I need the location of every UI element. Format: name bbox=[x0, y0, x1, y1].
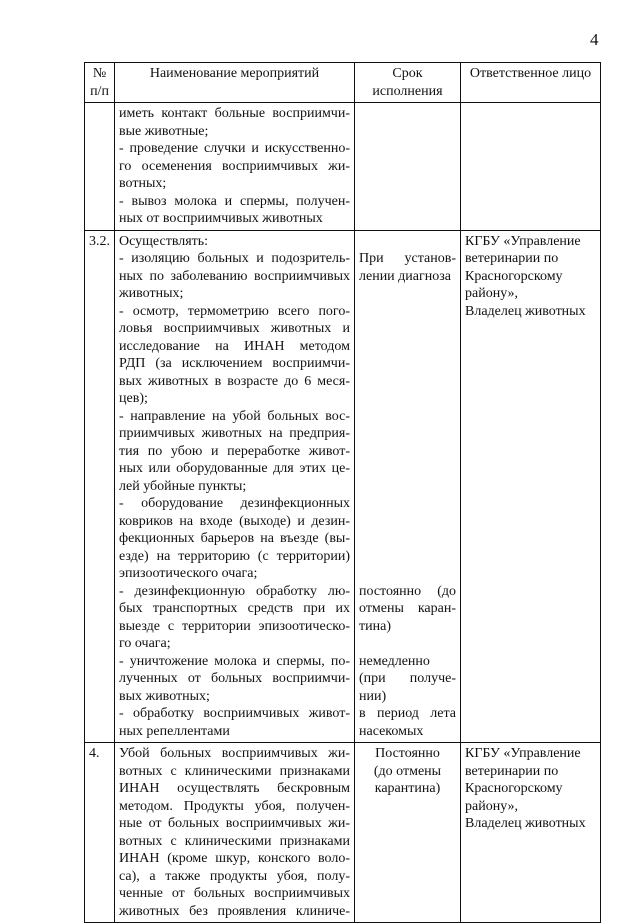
header-term-line1: Срок bbox=[392, 66, 423, 81]
header-term bbox=[355, 63, 461, 103]
text-line: Владелец животных bbox=[465, 816, 586, 831]
cell-number: 3.2. bbox=[85, 230, 115, 743]
text-line: - оборудование дезинфекционных bbox=[119, 496, 350, 511]
text-line: са), а также продукты убоя, полу- bbox=[119, 868, 350, 884]
text-line: вые животные; bbox=[119, 123, 209, 139]
measures-table bbox=[84, 62, 601, 923]
cell-number: 4. bbox=[85, 743, 115, 923]
text-line: вотных с клиническими признаками bbox=[119, 763, 350, 779]
text-line: немедленно bbox=[359, 653, 430, 669]
text-line: Постоянно bbox=[375, 746, 440, 761]
text-line: цев); bbox=[119, 391, 148, 406]
text-line: приимчивых животных на предприя- bbox=[119, 426, 350, 441]
text-line: - дезинфекционную обработку лю- bbox=[119, 583, 350, 599]
cell-responsible bbox=[461, 230, 601, 743]
text-line: в период лета bbox=[359, 706, 456, 721]
text-line: - проведение случки и искусственно- bbox=[119, 141, 350, 156]
table-row-continued bbox=[85, 103, 601, 231]
text-line: - обработку восприимчивых живот- bbox=[119, 706, 350, 721]
text-line: ветеринарии по bbox=[465, 251, 559, 266]
cell-number-empty bbox=[85, 103, 115, 231]
text-line: насекомых bbox=[359, 723, 424, 739]
text-line: ных от восприимчивых животных bbox=[119, 211, 323, 226]
cell-responsible-empty bbox=[461, 103, 601, 231]
text-line: ловья восприимчивых животных и bbox=[119, 321, 350, 336]
text-line: ных репеллентами bbox=[119, 723, 230, 739]
header-number-symbol: № bbox=[92, 66, 107, 81]
table-header-row bbox=[85, 63, 601, 103]
text-line: вых животных; bbox=[119, 688, 210, 704]
table-row-4 bbox=[85, 743, 601, 923]
text-line: исследование на ИНАН методом bbox=[119, 338, 350, 354]
text-line: - уничтожение молока и спермы, по- bbox=[119, 653, 350, 669]
text-line: вотных с клиническими признаками bbox=[119, 833, 350, 849]
text-line: выезде с территории эпизоотическо- bbox=[119, 618, 350, 634]
cell-measures bbox=[115, 743, 355, 923]
text-line: ветеринарии по bbox=[465, 763, 559, 779]
text-line: езде) на территорию (с территории) bbox=[119, 548, 350, 564]
text-line: лей убойные пункты; bbox=[119, 478, 247, 494]
text-line: эпизоотического очага; bbox=[119, 566, 258, 581]
text-line: РДП (за исключением восприимчи- bbox=[119, 356, 350, 371]
text-line: фекционных барьеров на въезде (вы- bbox=[119, 531, 350, 546]
text-line: животных; bbox=[119, 286, 184, 301]
text-line: карантина) bbox=[374, 781, 441, 796]
text-line: вотных; bbox=[119, 176, 167, 191]
text-line: вых животных в возрасте до 6 меся- bbox=[119, 373, 350, 389]
text-line: ковриков на входе (выходе) и дезин- bbox=[119, 513, 350, 529]
text-line: ИНАН осуществлять бескровным bbox=[119, 781, 350, 796]
text-line: го осеменения восприимчивых жи- bbox=[119, 158, 350, 174]
text-line: ные от больных восприимчивых жи- bbox=[119, 816, 350, 831]
text-line: Красногорскому bbox=[465, 781, 563, 796]
text-line: го очага; bbox=[119, 636, 171, 651]
cell-term bbox=[355, 230, 461, 743]
text-line: тина) bbox=[359, 618, 391, 634]
spacer bbox=[359, 233, 456, 251]
text-line: - изоляцию больных и подозритель- bbox=[119, 251, 350, 266]
text-line: При установ- bbox=[359, 251, 456, 266]
text-line: иметь контакт больные восприимчи- bbox=[119, 106, 350, 121]
text-line: Убой больных восприимчивых жи- bbox=[119, 746, 350, 761]
header-number-abbr: п/п bbox=[90, 83, 109, 99]
table-row-3-2 bbox=[85, 230, 601, 743]
header-responsible: Ответственное лицо bbox=[461, 63, 601, 103]
text-line: ных или оборудованные для этих це- bbox=[119, 461, 350, 476]
text-line: бых транспортных средств при их bbox=[119, 601, 350, 616]
text-line: нии) bbox=[359, 688, 387, 704]
header-term-line2: исполнения bbox=[372, 83, 443, 99]
cell-term bbox=[355, 743, 461, 923]
text-line: - вывоз молока и спермы, получен- bbox=[119, 193, 350, 209]
text-line: тия по убою и переработке живот- bbox=[119, 443, 350, 459]
text-line: лении диагноза bbox=[359, 268, 451, 284]
text-line: методом. Продукты убоя, получен- bbox=[119, 798, 350, 814]
text-line: району», bbox=[465, 798, 519, 814]
cell-measures bbox=[115, 230, 355, 743]
text-line: - направление на убой больных вос- bbox=[119, 408, 350, 424]
text-line: - осмотр, термометрию всего пого- bbox=[119, 303, 350, 319]
text-line: КГБУ «Управление bbox=[465, 233, 581, 249]
text-line: ченные от больных восприимчивых bbox=[119, 886, 350, 901]
text-line: (до отмены bbox=[373, 763, 442, 779]
cell-term-empty bbox=[355, 103, 461, 231]
text-line: Осуществлять: bbox=[119, 233, 209, 249]
cell-responsible bbox=[461, 743, 601, 923]
text-line: Владелец животных bbox=[465, 303, 586, 319]
cell-measures-continued bbox=[115, 103, 355, 231]
text-line: району», bbox=[465, 286, 519, 301]
text-line: Красногорскому bbox=[465, 268, 563, 284]
text-line: лученных от больных восприимчи- bbox=[119, 671, 350, 686]
text-line: КГБУ «Управление bbox=[465, 746, 581, 761]
text-line: постоянно (до bbox=[359, 583, 456, 599]
header-measures: Наименование мероприятий bbox=[115, 63, 355, 103]
page-number: 4 bbox=[590, 30, 599, 49]
text-line: (при получе- bbox=[359, 671, 456, 686]
text-line: ных по заболеванию восприимчивых bbox=[119, 268, 350, 284]
header-number bbox=[85, 63, 115, 103]
text-line: отмены каран- bbox=[359, 601, 456, 616]
text-line: ИНАН (кроме шкур, конского воло- bbox=[119, 851, 350, 866]
text-line: животных без проявления клиниче- bbox=[119, 903, 350, 919]
